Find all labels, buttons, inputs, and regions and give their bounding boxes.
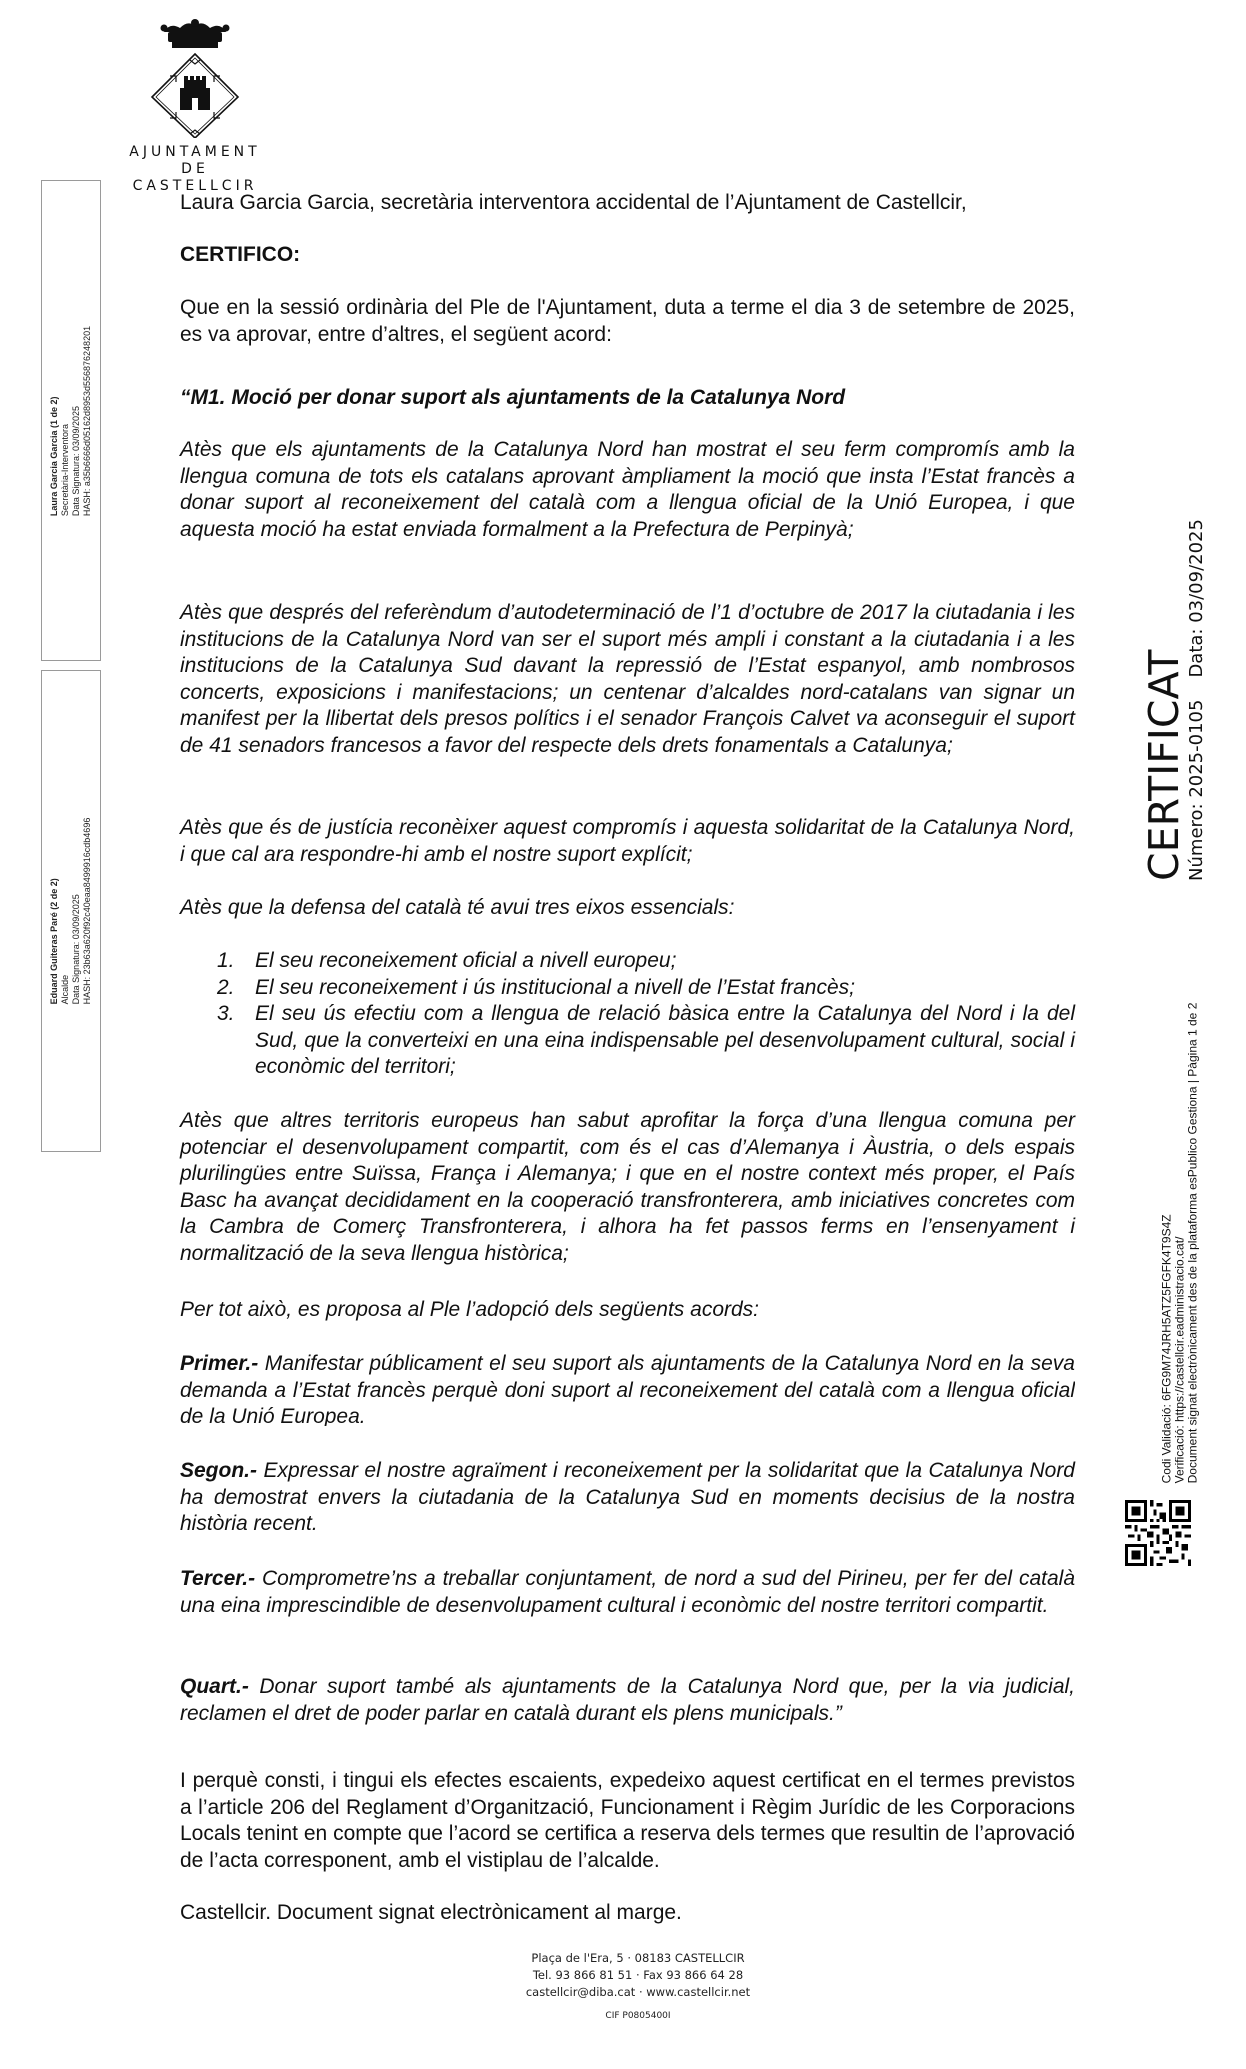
agreement-label: Segon.- [180, 1459, 257, 1482]
whereas-paragraph-4: Atès que la defensa del català té avui tres eixos essencials: [180, 896, 735, 919]
validation-info [1140, 985, 1220, 1500]
qr-code-icon [1125, 1500, 1191, 1566]
footer-address-block [493, 1950, 783, 2023]
signature-hash: HASH: a35b6666d05162d8953d556876248201 [82, 325, 92, 516]
signature-box-2 [41, 670, 101, 1152]
footer-contact[interactable]: castellcir@diba.cat · www.castellcir.net [525, 1985, 751, 1999]
session-paragraph: Que en la sessió ordinària del Ple de l'Ajuntament, duta a terme el dia 3 de setembre de 2025, es va aprovar, entre d’altres, el següent acord: [180, 296, 1075, 346]
list-item [180, 1001, 1075, 1081]
agreement-label: Quart.- [180, 1675, 249, 1698]
signer-name: Laura Garcia Garcia (1 de 2) [49, 396, 59, 516]
agreement-text: Comprometre’ns a treballar conjuntament, de nord a sud del Pirineu, per fer del català una eina imprescindible de desenvolupament cultural i econòmic del nostre territori compartit. [180, 1567, 1075, 1617]
proposal-paragraph: Per tot això, es proposa al Ple l’adopció dels següents acords: [180, 1298, 760, 1321]
logo-line-2: DE [181, 161, 209, 177]
list-number: 3. [217, 1002, 235, 1025]
closing-paragraph: I perquè consti, i tingui els efectes escaients, expedeixo aquest certificat en el termes previstos a l’article 206 del Reglament d’Organització, Funcionament i Règim Jurídic de les Corporacions Locals tenint en compte que l’acord se certifica a reserva dels termes que resultin de l’aprovació de l’acta corresponent, amb el vistiplau de l’alcalde. [180, 1769, 1075, 1872]
essential-axes-list [180, 948, 1075, 1081]
footer-cif: CIF P0805400I [605, 2011, 671, 2021]
list-number: 2. [217, 975, 235, 999]
list-item [180, 975, 1075, 1002]
motion-title: “M1. Moció per donar suport als ajuntaments de la Catalunya Nord [180, 386, 846, 409]
signer-name: Eduard Guiteras Paré (2 de 2) [49, 878, 59, 1005]
certifico-heading: CERTIFICO: [180, 243, 301, 266]
agreement-first [180, 1351, 1075, 1426]
agreement-second [180, 1458, 1075, 1538]
logo-line-1: AJUNTAMENT [129, 144, 261, 160]
certificate-date: Data: 03/09/2025 [1186, 519, 1207, 678]
agreement-label: Primer.- [180, 1352, 259, 1375]
signature-hash: HASH: 23b63a620f92c40eaa8499916cdb4696 [82, 817, 92, 1005]
footer-phone: Tel. 93 866 81 51 · Fax 93 866 64 28 [532, 1968, 744, 1982]
municipal-logo [120, 18, 270, 194]
agreement-fourth [180, 1674, 1075, 1727]
logo-line-3: CASTELLCIR [132, 178, 258, 194]
list-item [180, 948, 1075, 975]
agreement-text: Expressar el nostre agraïment i reconeixement per la solidaritat que la Catalunya Nord ha demostrat envers la ciutadania de la Catalunya Sud en moments decisius de la nostra història recent. [180, 1459, 1075, 1535]
verification-url[interactable]: Verificació: https://castellcir.eadministracio.cat/ [1172, 1236, 1187, 1483]
qr-code [1125, 1500, 1191, 1566]
signature-box-1 [41, 180, 101, 661]
list-number: 1. [217, 949, 235, 972]
list-text: El seu ús efectiu com a llengua de relació bàsica entre la Catalunya del Nord i la del Sud, que la converteixi en una eina indispensable pel desenvolupament cultural, social i econòmic del territori; [255, 1002, 1075, 1078]
list-text: El seu reconeixement i ús institucional a nivell de l’Estat francès; [255, 975, 855, 999]
agreement-third [180, 1566, 1075, 1619]
whereas-paragraph-1: Atès que els ajuntaments de la Catalunya Nord han mostrat el seu ferm compromís amb la llengua comuna de tots els catalans aprovant àmpliament la moció que insta l’Estat francès a donar suport al reconeixement del català com a llengua oficial de la Unió Europea, i que aquesta moció ha estat enviada formalment a la Prefectura de Perpinyà; [180, 438, 1075, 541]
footer-address: Plaça de l'Era, 5 · 08183 CASTELLCIR [531, 1951, 745, 1965]
signoff-paragraph: Castellcir. Document signat electrònicament al marge. [180, 1901, 682, 1924]
coat-of-arms-icon [140, 18, 250, 138]
agreement-label: Tercer.- [180, 1567, 256, 1590]
agreement-text: Donar suport també als ajuntaments de la Catalunya Nord que, per la via judicial, reclamen el dret de poder parlar en català durant els plens municipals.” [180, 1675, 1075, 1725]
whereas-paragraph-5: Atès que altres territoris europeus han sabut aprofitar la força d’una llengua comuna per potenciar el desenvolupament compartit, com és el cas d’Alemanya i Àustria, o dels espais plurilingües entre Suïssa, França i Alemanya; i que en el nostre context més proper, el País Basc ha avançat decididament en la cooperació transfronterera, amb iniciatives concretes com la Cambra de Comerç Transfronterera, i alhora ha fet passos ferms en l’ensenyament i normalització de la seva llengua històrica; [180, 1109, 1075, 1265]
signer-role: Alcalde [60, 974, 70, 1005]
validation-code: Codi Validació: 6FG9M74JRH5ATZ5FGFK4T9S4Z [1159, 1213, 1174, 1483]
whereas-paragraph-3: Atès que és de justícia reconèixer aquest compromís i aquesta solidaritat de la Catalunya Nord, i que cal ara respondre-hi amb el nostre suport explícit; [180, 816, 1075, 866]
whereas-paragraph-2: Atès que després del referèndum d’autodeterminació de l’1 d’octubre de 2017 la ciutadania i les institucions de la Catalunya Nord van ser el suport més ampli i constant a la ciutadania i a les institucions de la Catalunya Sud davant la repressió de l’Estat espanyol, amb nombrosos concerts, exposicions i manifestacions; un centenar d’alcaldes nord-catalans van signar un manifest per la llibertat dels presos polítics i el senador François Calvet va aconseguir el suport de 41 senadors francesos a favor del respecte dels drets fonamentals a Catalunya; [180, 601, 1075, 757]
certificate-title: CERTIFICAT [1140, 649, 1188, 881]
signature-date: Data Signatura: 03/09/2025 [71, 405, 81, 516]
platform-note: Document signat electrònicament des de la plataforma esPublico Gestiona | Pàgina 1 de 2 [1185, 1002, 1200, 1483]
intro-paragraph: Laura Garcia Garcia, secretària interventora accidental de l’Ajuntament de Castellcir, [180, 191, 967, 214]
list-text: El seu reconeixement oficial a nivell europeu; [255, 949, 677, 972]
signature-date: Data Signatura: 03/09/2025 [71, 894, 81, 1005]
signer-role: Secretària-Interventora [60, 423, 70, 516]
certificate-stamp [1120, 510, 1230, 890]
certificate-number: Número: 2025-0105 [1186, 699, 1207, 881]
agreement-text: Manifestar públicament el seu suport als ajuntaments de la Catalunya Nord en la seva demanda a l’Estat francès perquè doni suport al reconeixement del català com a llengua oficial de la Unió Europea. [180, 1352, 1075, 1426]
